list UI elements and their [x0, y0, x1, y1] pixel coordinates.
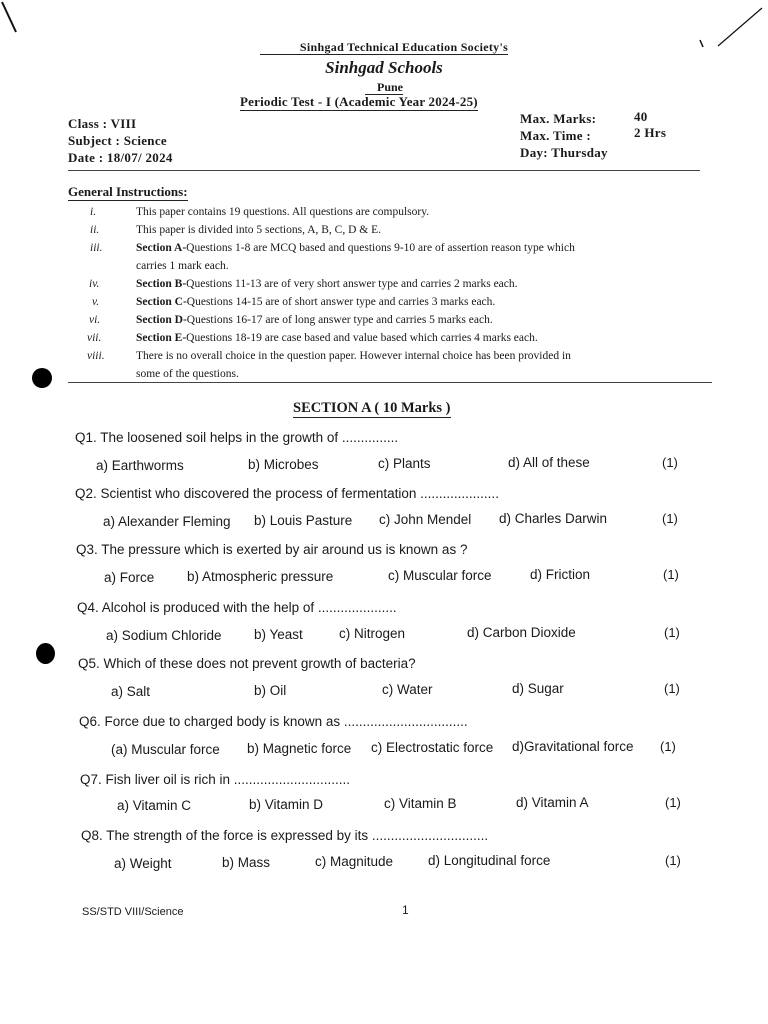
- instruction-item: [136, 296, 495, 308]
- instruction-number: iv.: [89, 278, 100, 290]
- answer-option: c) Water: [382, 682, 433, 697]
- answer-option: b) Louis Pasture: [254, 513, 353, 528]
- answer-option: b) Atmospheric pressure: [187, 569, 334, 584]
- punch-hole-bottom: [36, 643, 55, 664]
- answer-option: a) Salt: [111, 684, 151, 699]
- instruction-text: This paper contains 19 questions. All questions are compulsory.: [136, 206, 430, 218]
- instruction-number: vi.: [89, 314, 101, 326]
- answer-option: b) Vitamin D: [249, 797, 324, 812]
- question-marks: (1): [662, 455, 678, 470]
- instruction-text: There is no overall choice in the question paper. However internal choice has been provided in: [136, 350, 571, 362]
- instruction-section-label: Section A-: [136, 242, 187, 254]
- answer-option: a) Earthworms: [96, 458, 184, 473]
- date-label: Date : 18/07/ 2024: [68, 150, 173, 165]
- class-label: Class : VIII: [68, 116, 137, 131]
- answer-option: b) Microbes: [248, 457, 319, 472]
- answer-option: a) Alexander Fleming: [103, 514, 231, 529]
- answer-option: c) Nitrogen: [339, 626, 406, 641]
- question-text: Q8. The strength of the force is expressed by its ...............................: [81, 828, 489, 843]
- question-marks: (1): [660, 739, 676, 754]
- question-marks: (1): [665, 853, 681, 868]
- answer-option: d) All of these: [508, 455, 590, 470]
- answer-option: d) Charles Darwin: [499, 511, 608, 526]
- test-title: Periodic Test - I (Academic Year 2024-25): [240, 94, 478, 109]
- answer-option: c) Muscular force: [388, 568, 492, 583]
- instruction-section-label: Section C-: [136, 296, 187, 308]
- instruction-item: [136, 332, 538, 344]
- question-marks: (1): [664, 681, 680, 696]
- max-marks-value: 40: [634, 109, 648, 124]
- question-marks: (1): [664, 625, 680, 640]
- question-text: Q4. Alcohol is produced with the help of .....................: [77, 600, 397, 615]
- instruction-continuation: carries 1 mark each.: [136, 260, 229, 272]
- max-marks-label: Max. Marks:: [520, 111, 597, 126]
- section-a-title: SECTION A ( 10 Marks ): [293, 400, 451, 416]
- question-text: Q3. The pressure which is exerted by air around us is known as ?: [76, 542, 468, 557]
- question-marks: (1): [662, 511, 678, 526]
- answer-option: d) Sugar: [512, 681, 564, 696]
- instruction-item: [136, 206, 429, 218]
- instructions-title: General Instructions:: [68, 184, 188, 199]
- question-marks: (1): [665, 795, 681, 810]
- instruction-item: [136, 242, 575, 254]
- subject-label: Subject : Science: [68, 133, 167, 148]
- instructions-divider: [68, 382, 712, 383]
- answer-option: a) Weight: [114, 856, 172, 871]
- instruction-number: vii.: [87, 332, 102, 344]
- answer-option: d) Longitudinal force: [428, 853, 551, 868]
- instruction-item: [136, 224, 381, 236]
- page-number: 1: [402, 903, 409, 917]
- max-time-label: Max. Time :: [520, 128, 592, 143]
- answer-option: c) Electrostatic force: [371, 740, 494, 755]
- instruction-item: [136, 314, 493, 326]
- instruction-item: [136, 278, 518, 290]
- instruction-number: i.: [90, 206, 97, 218]
- instruction-text: Questions 18-19 are case based and value based which carries 4 marks each.: [186, 332, 538, 344]
- answer-option: a) Sodium Chloride: [106, 628, 222, 643]
- instruction-continuation: some of the questions.: [136, 368, 239, 380]
- answer-option: (a) Muscular force: [111, 742, 220, 757]
- footer-code: SS/STD VIII/Science: [82, 906, 184, 918]
- instruction-item: [136, 350, 571, 362]
- day-label: Day: Thursday: [520, 145, 608, 160]
- punch-hole-top: [32, 368, 52, 388]
- instruction-text: Questions 16-17 are of long answer type and carries 5 marks each.: [186, 314, 493, 326]
- answer-option: c) Vitamin B: [384, 796, 457, 811]
- question-text: Q1. The loosened soil helps in the growth of ...............: [75, 430, 399, 445]
- instruction-text: This paper is divided into 5 sections, A, B, C, D & E.: [136, 224, 381, 236]
- instruction-number: ii.: [90, 224, 100, 236]
- instruction-number: viii.: [87, 350, 105, 362]
- answer-option: c) John Mendel: [379, 512, 472, 527]
- max-time-value: 2 Hrs: [634, 125, 667, 140]
- instruction-text: Questions 14-15 are of short answer type and carries 3 marks each.: [186, 296, 496, 308]
- question-text: Q2. Scientist who discovered the process of fermentation .....................: [75, 486, 499, 501]
- instruction-section-label: Section B-: [136, 278, 187, 290]
- header-divider: [68, 170, 700, 171]
- instruction-text: Questions 1-8 are MCQ based and questions 9-10 are of assertion reason type which: [186, 242, 575, 254]
- question-text: Q5. Which of these does not prevent growth of bacteria?: [78, 656, 416, 671]
- answer-option: c) Plants: [378, 456, 431, 471]
- question-text: Q6. Force due to charged body is known as .................................: [79, 714, 468, 729]
- answer-option: d) Vitamin A: [516, 795, 589, 810]
- instruction-section-label: Section D-: [136, 314, 187, 326]
- answer-option: b) Yeast: [254, 627, 303, 642]
- organization-name: Sinhgad Technical Education Society's: [0, 40, 768, 55]
- answer-option: b) Mass: [222, 855, 271, 870]
- answer-option: a) Force: [104, 570, 155, 585]
- question-text: Q7. Fish liver oil is rich in ...............................: [80, 772, 351, 787]
- instruction-section-label: Section E-: [136, 332, 187, 344]
- answer-option: a) Vitamin C: [117, 798, 192, 813]
- school-name: Sinhgad Schools: [325, 58, 443, 77]
- instruction-text: Questions 11-13 are of very short answer type and carries 2 marks each.: [186, 278, 518, 290]
- pen-stroke-top-left: [2, 2, 16, 32]
- answer-option: d) Friction: [530, 567, 591, 582]
- answer-option: b) Magnetic force: [247, 741, 352, 756]
- answer-option: d)Gravitational force: [512, 739, 634, 754]
- instruction-number: iii.: [90, 242, 103, 254]
- answer-option: c) Magnitude: [315, 854, 394, 869]
- instruction-number: v.: [92, 296, 100, 308]
- question-marks: (1): [663, 567, 679, 582]
- answer-option: b) Oil: [254, 683, 287, 698]
- answer-option: d) Carbon Dioxide: [467, 625, 576, 640]
- city-name: Pune: [0, 80, 768, 95]
